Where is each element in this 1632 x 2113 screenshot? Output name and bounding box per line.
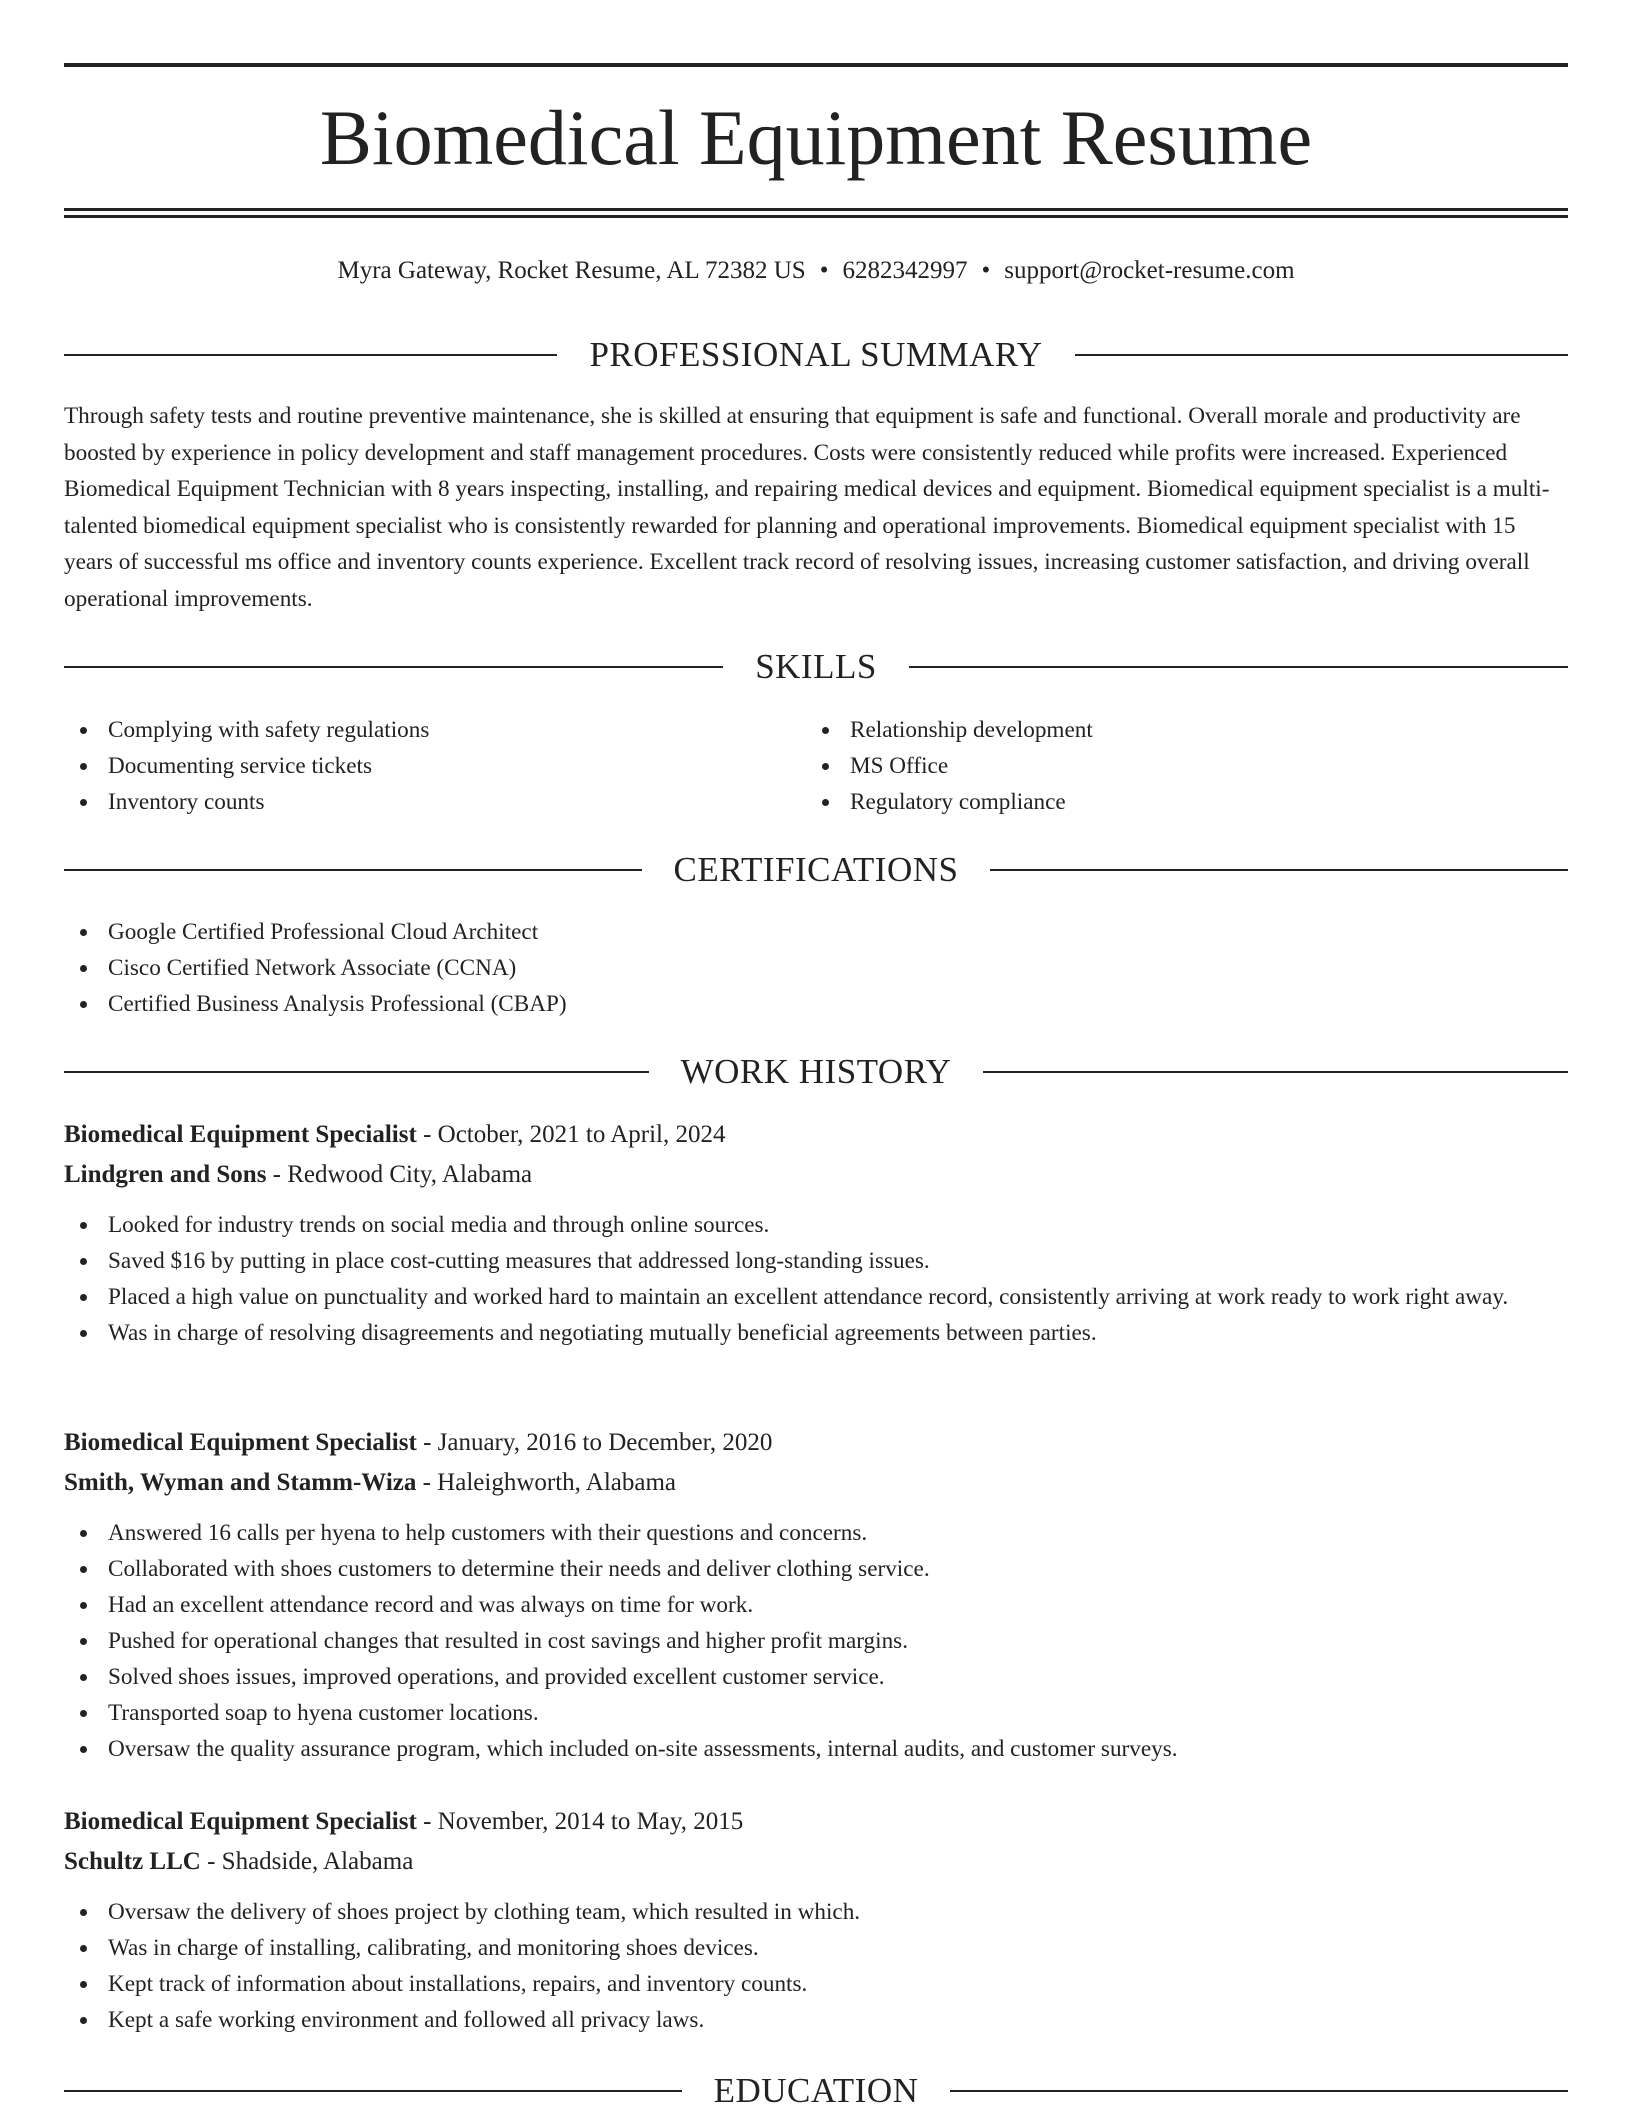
job-title: Biomedical Equipment Specialist <box>64 1429 417 1456</box>
job-bullets <box>64 1894 1568 2038</box>
heading-rule-left <box>64 666 723 668</box>
job-location: - Shadside, Alabama <box>200 1848 414 1875</box>
skills-list-right <box>806 712 1546 820</box>
contact-phone: 6282342997 <box>842 257 968 284</box>
job-company: Lindgren and Sons <box>64 1161 267 1188</box>
job-bullet: Answered 16 calls per hyena to help customers with their questions and concerns. <box>64 1515 1568 1551</box>
job-entry <box>64 1423 1568 1767</box>
skills-heading <box>64 645 1568 689</box>
job-company: Smith, Wyman and Stamm-Wiza <box>64 1469 417 1496</box>
job-bullets <box>64 1207 1568 1351</box>
heading-rule-right <box>990 869 1568 871</box>
job-dates: - October, 2021 to April, 2024 <box>416 1121 726 1148</box>
title-rule-lower <box>64 215 1568 218</box>
job-entry <box>64 1115 1568 1351</box>
work-history-heading <box>64 1050 1568 1094</box>
skills-heading-label: SKILLS <box>755 647 877 686</box>
job-bullet: Was in charge of installing, calibrating, and monitoring shoes devices. <box>64 1930 1568 1966</box>
job-bullet: Saved $16 by putting in place cost-cutting measures that addressed long-standing issues. <box>64 1243 1568 1279</box>
resume-title: Biomedical Equipment Resume <box>319 94 1313 181</box>
contact-separator: • <box>819 257 829 284</box>
job-bullet: Pushed for operational changes that resulted in cost savings and higher profit margins. <box>64 1623 1568 1659</box>
skill-item: MS Office <box>806 748 1546 784</box>
certifications-list <box>64 914 1568 1022</box>
education-heading <box>64 2069 1568 2113</box>
title-rule-upper <box>64 208 1568 211</box>
job-bullet: Oversaw the delivery of shoes project by clothing team, which resulted in which. <box>64 1894 1568 1930</box>
job-title-line <box>64 1802 1568 1842</box>
heading-rule-right <box>909 666 1568 668</box>
job-company: Schultz LLC <box>64 1848 201 1875</box>
heading-rule-left <box>64 869 642 871</box>
job-dates: - November, 2014 to May, 2015 <box>416 1808 744 1835</box>
job-company-line <box>64 1155 1568 1195</box>
job-location: - Haleighworth, Alabama <box>416 1469 677 1496</box>
skill-item: Complying with safety regulations <box>64 712 804 748</box>
job-entry <box>64 1802 1568 2038</box>
job-title-line <box>64 1115 1568 1155</box>
certification-item: Certified Business Analysis Professional (CBAP) <box>64 986 1568 1022</box>
contact-line <box>64 253 1568 289</box>
skill-item: Inventory counts <box>64 784 804 820</box>
top-rule <box>64 63 1568 67</box>
job-bullet: Kept track of information about installations, repairs, and inventory counts. <box>64 1966 1568 2002</box>
contact-address: Myra Gateway, Rocket Resume, AL 72382 US <box>337 257 806 284</box>
certifications-heading <box>64 848 1568 892</box>
skill-item: Documenting service tickets <box>64 748 804 784</box>
job-bullet: Collaborated with shoes customers to determine their needs and deliver clothing service. <box>64 1551 1568 1587</box>
contact-email: support@rocket-resume.com <box>1004 257 1295 284</box>
job-company-line <box>64 1842 1568 1882</box>
job-bullets <box>64 1515 1568 1767</box>
job-bullet: Solved shoes issues, improved operations, and provided excellent customer service. <box>64 1659 1568 1695</box>
job-title-line <box>64 1423 1568 1463</box>
job-bullet: Oversaw the quality assurance program, which included on-site assessments, internal audits, and customer surveys. <box>64 1731 1568 1767</box>
education-heading-label: EDUCATION <box>713 2071 919 2110</box>
job-bullet: Transported soap to hyena customer locations. <box>64 1695 1568 1731</box>
heading-rule-right <box>1075 354 1568 356</box>
job-bullet: Looked for industry trends on social media and through online sources. <box>64 1207 1568 1243</box>
job-dates: - January, 2016 to December, 2020 <box>416 1429 773 1456</box>
job-bullet: Placed a high value on punctuality and worked hard to maintain an excellent attendance record, consistently arriving at work ready to work right away. <box>64 1279 1568 1315</box>
heading-rule-right <box>983 1071 1568 1073</box>
job-bullet: Had an excellent attendance record and was always on time for work. <box>64 1587 1568 1623</box>
summary-heading-label: PROFESSIONAL SUMMARY <box>589 335 1043 374</box>
summary-heading <box>64 333 1568 377</box>
job-bullet: Kept a safe working environment and followed all privacy laws. <box>64 2002 1568 2038</box>
job-title: Biomedical Equipment Specialist <box>64 1121 417 1148</box>
skill-item: Regulatory compliance <box>806 784 1546 820</box>
heading-rule-right <box>950 2090 1568 2092</box>
job-location: - Redwood City, Alabama <box>266 1161 533 1188</box>
job-title: Biomedical Equipment Specialist <box>64 1808 417 1835</box>
skills-list-left <box>64 712 804 820</box>
heading-rule-left <box>64 354 557 356</box>
heading-rule-left <box>64 1071 649 1073</box>
skill-item: Relationship development <box>806 712 1546 748</box>
certifications-heading-label: CERTIFICATIONS <box>673 850 959 889</box>
summary-text: Through safety tests and routine preventive maintenance, she is skilled at ensuring that equipment is safe and functional. Overall morale and productivity are boosted by experience in policy development and staff management procedures. Costs were consistently reduced while profits were increased. Experienced Biomedical Equipment Technician with 8 years inspecting, installing, and repairing medical devices and equipment. Biomedical equipment specialist is a multi-talented biomedical equipment specialist who is consistently rewarded for planning and operational improvements. Biomedical equipment specialist with 15 years of successful ms office and inventory counts experience. Excellent track record of resolving issues, increasing customer satisfaction, and driving overall operational improvements. <box>64 403 1550 612</box>
certification-item: Cisco Certified Network Associate (CCNA) <box>64 950 1568 986</box>
work-history-heading-label: WORK HISTORY <box>680 1052 952 1091</box>
job-company-line <box>64 1463 1568 1503</box>
heading-rule-left <box>64 2090 682 2092</box>
contact-separator: • <box>981 257 991 284</box>
certification-item: Google Certified Professional Cloud Architect <box>64 914 1568 950</box>
job-bullet: Was in charge of resolving disagreements and negotiating mutually beneficial agreements between parties. <box>64 1315 1568 1351</box>
